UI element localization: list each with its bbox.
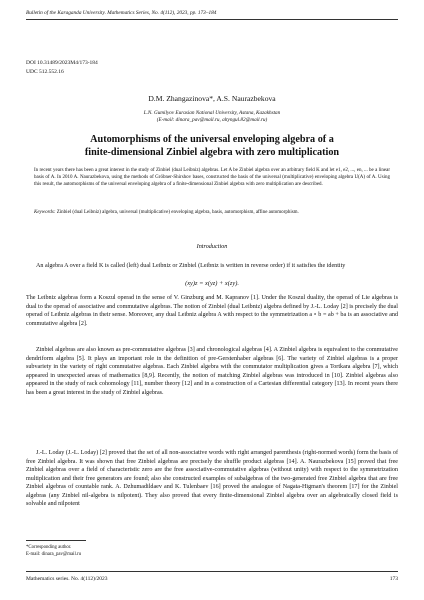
doi-line: DOI 10.31489/2023M4/173-184 [26, 60, 98, 66]
footer-series: Mathematics series. No. 4(112)/2023 [26, 576, 108, 582]
title-line-2: finite-dimensional Zinbiel algebra with zero multiplication [84, 146, 340, 158]
title-line-1: Automorphisms of the universal enveloping algebra of a [90, 134, 334, 145]
keywords-label: Keywords: [34, 210, 56, 215]
header-divider [26, 19, 398, 20]
affiliation-institution: L.N. Gumilyov Eurasian National University, Astana, Kazakhstan [143, 110, 281, 116]
abstract: In recent years there has been a great interest in the study of Zinbiel (dual Leibniz) algebras. Let A be Zinbiel algebra over an arbitrary field K and let e1, e2, ..., en, ... be a linear basis of A. In 2010 A. Naurazbekova, using the methods of Gröbner-Shirshov bases, constructed the basis of the universal (multiplicative) enveloping algebra U(A) of A. Using this result, the automorphisms of the universal enveloping algebra of a finite-dimensional Zinbiel algebra with zero multiplication are described. [34, 168, 390, 187]
udc-line: UDC 512.552.16 [26, 69, 64, 75]
journal-header: Bulletin of the Karaganda University. Mathematics Series, No. 4(112), 2023, pp. 173–184 [26, 10, 217, 16]
paragraph-1: The Leibniz algebras form a Koszul operad in the sense of V. Ginzburg and M. Kapranov [1]. Under the Koszul duality, the operad of Lie algebras is dual to the operad of associative and commutative algebras. The notion of Zinbiel (dual Leibniz) algebra defined by J.-L. Loday [2] is precisely the dual operad of Leibniz algebras in their sense. Moreover, any dual Leibniz algebra A with respect to the symmetrization a ∘ b = ab + ba is an associative and commutative algebra [2]. [26, 295, 398, 327]
footnote-email: E-mail: dinara_pav@mail.ru [26, 552, 82, 557]
paragraph-3: J.-L. Loday (J.-L. Loday) [2] proved that the set of all non-associative words with right arranged parenthesis (right-normed words) form the basis of free Zinbiel algebra. It was shown that free Zinbiel algebras are precisely the shuffle product algebras [14]. A. Naurazbekova [15] proved that free Zinbiel algebras over a field of characteristic zero are the free associative-commutative algebras (without unity) with respect to the symmetrization multiplication and their free generators are found; also she constructed examples of subalgebras of the two-generated free Zinbiel algebra that are free Zinbiel algebras of countable rank. A. Dzhumadildaev and K. Tulenbaev [16] proved the analogue of Nagata-Higman's theorem [17] for the Zinbiel algebras (any Zinbiel nil-algebra is nilpotent). They also proved that every finite-dimensional Zinbiel algebra over an algebraically closed field is solvable and nilpotent [26, 450, 398, 507]
affiliation-emails: (E-mail: dinara_pav@mail.ru, altyngul.82@mail.ru) [156, 117, 268, 123]
section-heading-introduction: Introduction [196, 243, 228, 250]
footer-divider [26, 571, 398, 572]
identity-formula: (xy)z = x(yz) + x(zy). [185, 280, 239, 287]
affiliation-block [26, 110, 398, 124]
footnote-divider [26, 540, 86, 541]
article-page [26, 0, 398, 600]
article-title [26, 134, 398, 159]
keywords-text: Zinbiel (dual Leibniz) algebra, universal (multiplicative) enveloping algebra, basis, automorphism, affine automorphism. [56, 210, 299, 215]
page-number: 173 [389, 576, 398, 582]
intro-paragraph: An algebra A over a field K is called (left) dual Leibniz or Zinbiel (Leibniz is written in reverse order) if it satisfies the identity [36, 263, 346, 269]
authors-line: D.M. Zhangazinova*, A.S. Naurazbekova [148, 94, 276, 103]
paragraph-2: Zinbiel algebras are also known as pre-commutative algebras [3] and chronological algebras [4]. A Zinbiel algebra is equivalent to the commutative dendriform algebra [5]. It plays an important role in the definition of pre-Gerstenhaber algebras [6]. The variety of Zinbiel algebras is a proper subvariety in the variety of right commutative algebras. Each Zinbiel algebra with the commutator multiplication gives a Tortkara algebra [7], which appeared in unexpected areas of mathematics [8,9]. Recently, the notion of matching Zinbiel algebras was introduced in [10]. Zinbiel algebras also appeared in the study of rack cohomology [11], number theory [12] and in a construction of a Cartesian differential category [13]. In recent years there has been a great interest in the study of Zinbiel algebras. [26, 347, 398, 396]
footnote-corresponding: *Corresponding author. [26, 545, 72, 550]
keywords [34, 210, 390, 217]
